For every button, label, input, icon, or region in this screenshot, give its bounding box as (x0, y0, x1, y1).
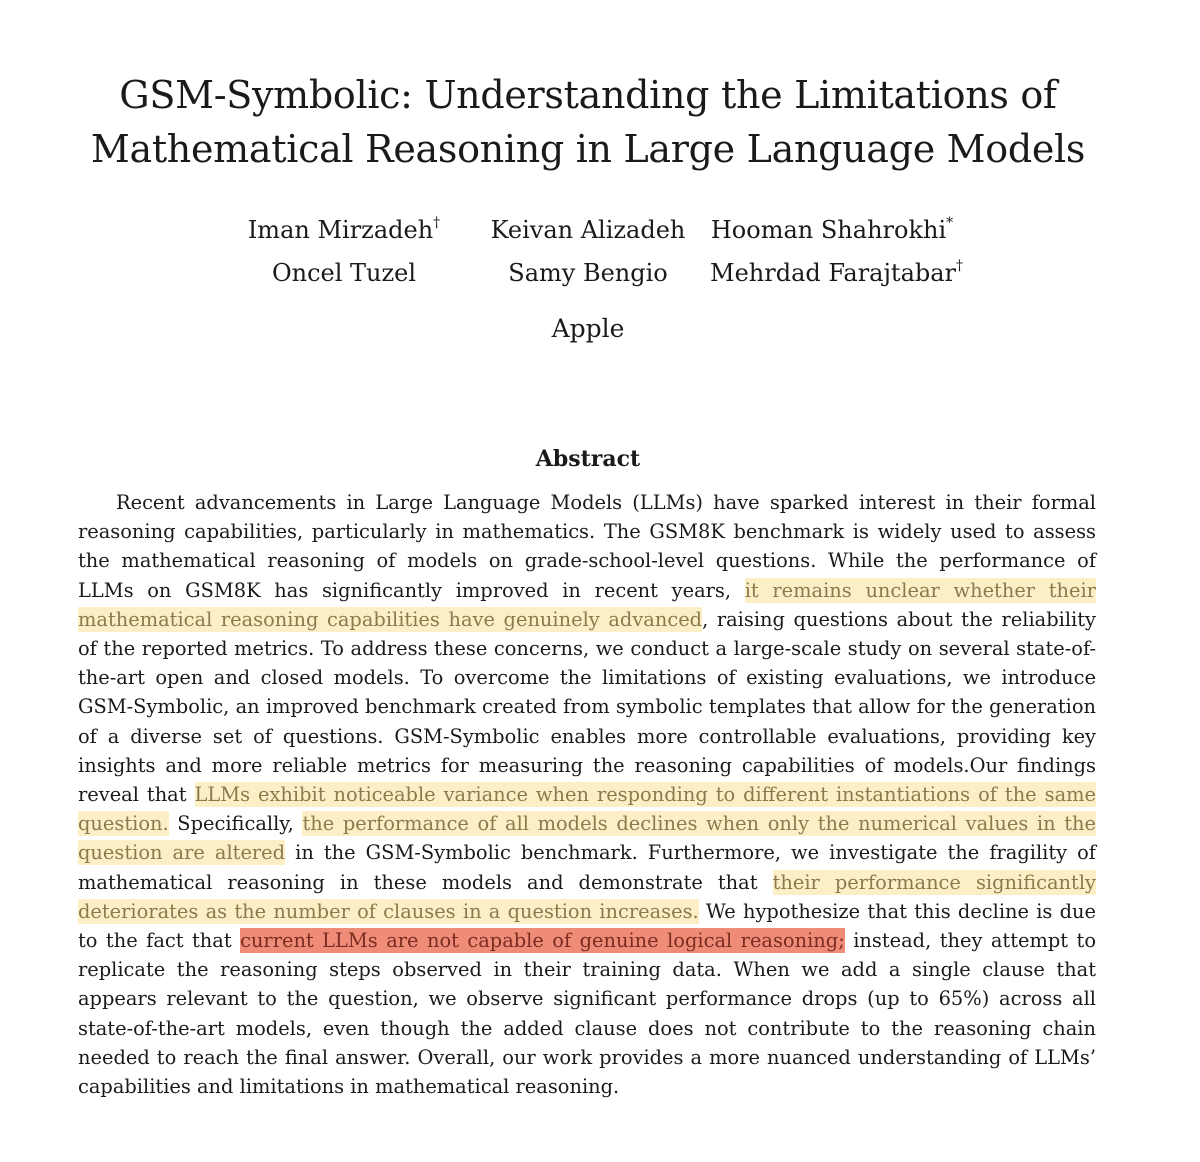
author (222, 206, 466, 249)
author-name: Hooman Shahrokhi (710, 216, 947, 244)
abstract-segment: We hypothesize that this decline is due to the fact that (78, 899, 1096, 953)
author (466, 206, 710, 249)
abstract-segment: instead, they attempt to replicate the reasoning steps observed in their training data. When we add a single clause that appears relevant to the question, we observe significant performance drops (up to 65%) across all state-of-the-art models, even though the added clause does not contribute to the reasoning chain needed to reach the final answer. Overall, our work provides a more nuanced understanding of LLMs’ capabilities and limitations in mathematical reasoning. (78, 929, 1096, 1099)
author-list (0, 206, 1176, 292)
author (222, 249, 466, 292)
author-mark: † (956, 258, 964, 274)
author-name: Oncel Tuzel (271, 259, 417, 287)
abstract-body (78, 488, 1096, 1101)
abstract-segment: in the GSM-Symbolic benchmark. Furthermore, we investigate the fragility of mathematical reasoning in these models and demonstrate that (78, 841, 1096, 894)
author (466, 249, 710, 292)
highlighted-segment: their performance significantly deteriorates as the number of clauses in a question increases. (78, 870, 1096, 923)
abstract-segment: Recent advancements in Large Language Models (LLMs) have sparked interest in their formal reasoning capabilities, particularly in mathematics. The GSM8K benchmark is widely used to assess the mathematical reasoning of models on grade-school-level questions. While the performance of LLMs on GSM8K has significantly improved in recent years, (78, 491, 1096, 602)
author-row-1 (0, 206, 1176, 249)
author (710, 249, 964, 292)
highlighted-segment: LLMs exhibit noticeable variance when responding to different instantiations of the same question. (78, 783, 1096, 836)
abstract-segment: Specifically, (168, 812, 303, 836)
author-mark: * (946, 215, 954, 231)
author-name: Iman Mirzadeh (247, 216, 434, 244)
author-name: Mehrdad Farajtabar (710, 259, 957, 287)
author-row-2 (0, 249, 1176, 292)
paper-title-line-2: Mathematical Reasoning in Large Language Models (90, 127, 1086, 171)
highlighted-segment-critical: current LLMs are not capable of genuine logical reasoning; (240, 929, 845, 953)
paper-title (0, 68, 1176, 176)
affiliation: Apple (551, 314, 625, 343)
abstract-segment: , raising questions about the reliability of the reported metrics. To address these concerns, we conduct a large-scale study on several state-of-the-art open and closed models. To overcome the limitations of existing evaluations, we introduce GSM-Symbolic, an improved benchmark created from symbolic templates that allow for the generation of a diverse set of questions. GSM-Symbolic enables more controllable evaluations, providing key insights and more reliable metrics for measuring the reasoning capabilities of models.Our findings reveal that (78, 607, 1096, 807)
paper-title-line-1: GSM-Symbolic: Understanding the Limitations of (119, 73, 1057, 117)
author (710, 206, 954, 249)
abstract-heading: Abstract (535, 446, 641, 472)
author-name: Samy Bengio (508, 259, 668, 287)
highlighted-segment: it remains unclear whether their mathematical reasoning capabilities have genuinely advanced (78, 578, 1096, 631)
highlighted-segment: the performance of all models declines when only the numerical values in the question are altered (78, 812, 1096, 865)
author-name: Keivan Alizadeh (490, 216, 686, 244)
author-mark: † (433, 215, 441, 231)
